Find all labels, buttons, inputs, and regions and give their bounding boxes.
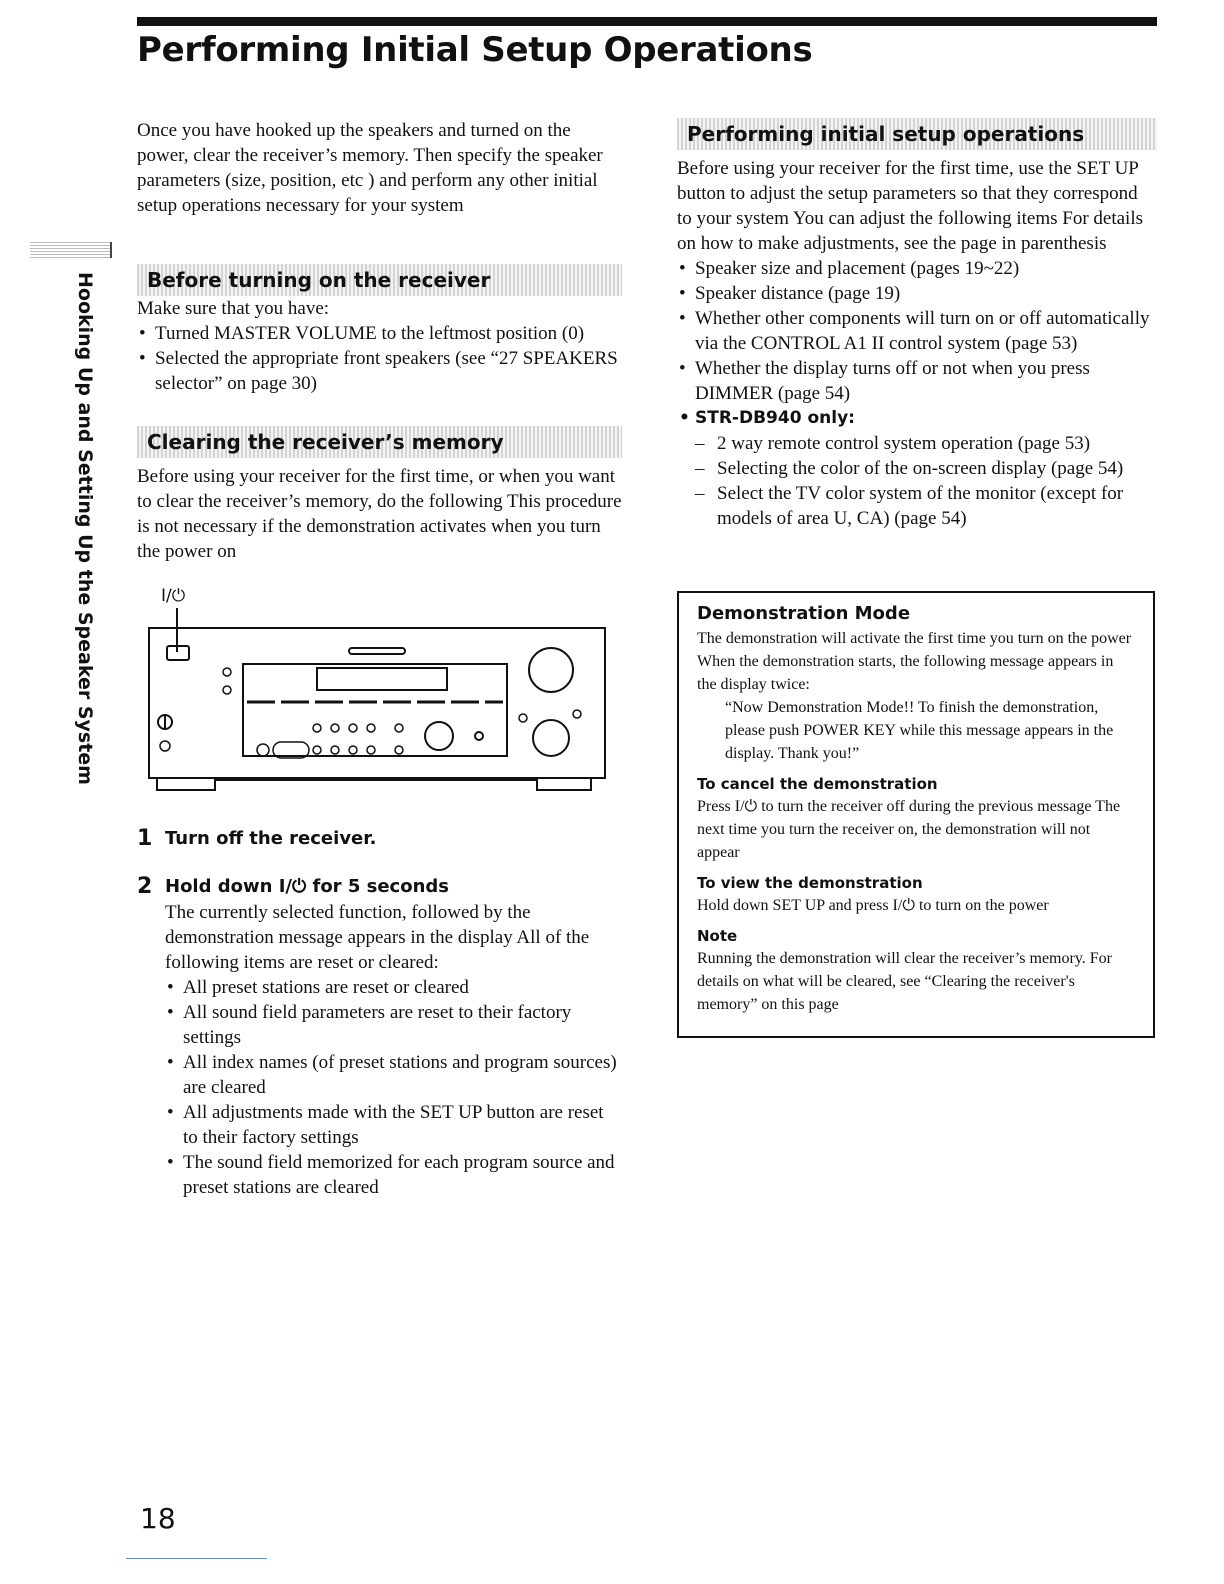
page-title: Performing Initial Setup Operations bbox=[137, 30, 813, 70]
list-item: – Selecting the color of the on-screen display (page 54) bbox=[695, 456, 1157, 481]
list-item: • All adjustments made with the SET UP button are reset to their factory settings bbox=[165, 1100, 622, 1150]
reset-list bbox=[165, 975, 622, 1200]
model-list bbox=[677, 431, 1157, 531]
clearing-paragraph: Before using your receiver for the first time, or when you want to clear the receiver’s memory, do the following This procedure is not necessary if the demonstration activates when you turn the power on bbox=[137, 466, 622, 562]
setup-paragraph: Before using your receiver for the first time, use the SET UP button to adjust the setup parameters so that they correspond to your system You can adjust the following items For details on how to make adjustments, see the page in parenthesis bbox=[677, 158, 1144, 254]
step-title: Hold down I/⏻ for 5 seconds bbox=[165, 876, 449, 897]
list-item: • The sound field memorized for each program source and preset stations are cleared bbox=[165, 1150, 622, 1200]
cancel-heading: To cancel the demonstration bbox=[697, 775, 938, 793]
receiver-front-panel-drawing bbox=[137, 604, 607, 814]
list-item: • All sound field parameters are reset to their factory settings bbox=[165, 1000, 622, 1050]
before-lead: Make sure that you have: bbox=[137, 298, 330, 319]
setup-list bbox=[677, 256, 1157, 431]
receiver-illustration bbox=[137, 586, 622, 816]
page-number: 18 bbox=[140, 1502, 176, 1535]
side-section-label: Hooking Up and Setting Up the Speaker System bbox=[74, 272, 96, 785]
list-item: • Whether the display turns off or not when you press DIMMER (page 54) bbox=[677, 356, 1157, 406]
side-tab-marker bbox=[30, 242, 112, 258]
note-heading: Note bbox=[697, 927, 738, 945]
intro-paragraph: Once you have hooked up the speakers and turned on the power, clear the receiver’s memory. Then specify the speaker parameters (size, position, etc ) and perform any other initial setup operations necessary for your system bbox=[137, 120, 603, 216]
demonstration-mode-box bbox=[677, 591, 1155, 1038]
list-item: • Turned MASTER VOLUME to the leftmost position (0) bbox=[137, 321, 622, 346]
note-text: Running the demonstration will clear the receiver’s memory. For details on what will be cleared, see “Clearing the receiver's memory” on this page bbox=[697, 950, 1112, 1013]
list-item: • Speaker size and placement (pages 19~22) bbox=[677, 256, 1157, 281]
step-text: The currently selected function, followed by the demonstration message appears in the display All of the following items are reset or cleared: bbox=[165, 902, 590, 973]
view-heading: To view the demonstration bbox=[697, 874, 923, 892]
box-title: Demonstration Mode bbox=[697, 603, 911, 624]
view-text: Hold down SET UP and press I/⏻ to turn on the power bbox=[697, 897, 1049, 914]
top-rule bbox=[137, 17, 1157, 26]
list-item: – 2 way remote control system operation (page 53) bbox=[695, 431, 1157, 456]
list-item: • Selected the appropriate front speakers (see “27 SPEAKERS selector” on page 30) bbox=[137, 346, 622, 396]
box-quote: “Now Demonstration Mode!! To finish the demonstration, please push POWER KEY while this message appears in the display. Thank you!” bbox=[725, 699, 1114, 762]
list-item: • All preset stations are reset or cleared bbox=[165, 975, 622, 1000]
left-column bbox=[137, 118, 622, 1200]
step-number: 2 bbox=[137, 874, 153, 899]
section-heading-clearing: Clearing the receiver’s memory bbox=[137, 426, 622, 458]
section-heading-setup: Performing initial setup operations bbox=[677, 118, 1157, 150]
box-text: The demonstration will activate the first time you turn on the power When the demonstration starts, the following message appears in the display twice: bbox=[697, 630, 1132, 693]
list-item: • Whether other components will turn on or off automatically via the CONTROL A1 II control system (page 53) bbox=[677, 306, 1157, 356]
step-2 bbox=[137, 874, 622, 1200]
step-title: Turn off the receiver. bbox=[165, 828, 377, 849]
section-heading-before: Before turning on the receiver bbox=[137, 264, 622, 296]
step-1 bbox=[137, 826, 622, 852]
list-item: • All index names (of preset stations and program sources) are cleared bbox=[165, 1050, 622, 1100]
model-label: • STR-DB940 only: bbox=[677, 406, 1157, 431]
cancel-text: Press I/⏻ to turn the receiver off during the previous message The next time you turn the receiver on, the demonstration will not appear bbox=[697, 798, 1121, 861]
power-label: I/⏻ bbox=[161, 586, 186, 606]
before-list bbox=[137, 321, 622, 396]
footer-rule bbox=[126, 1558, 267, 1559]
list-item: • Speaker distance (page 19) bbox=[677, 281, 1157, 306]
step-number: 1 bbox=[137, 826, 153, 851]
list-item: – Select the TV color system of the monitor (except for models of area U, CA) (page 54) bbox=[695, 481, 1157, 531]
right-column bbox=[677, 118, 1157, 531]
